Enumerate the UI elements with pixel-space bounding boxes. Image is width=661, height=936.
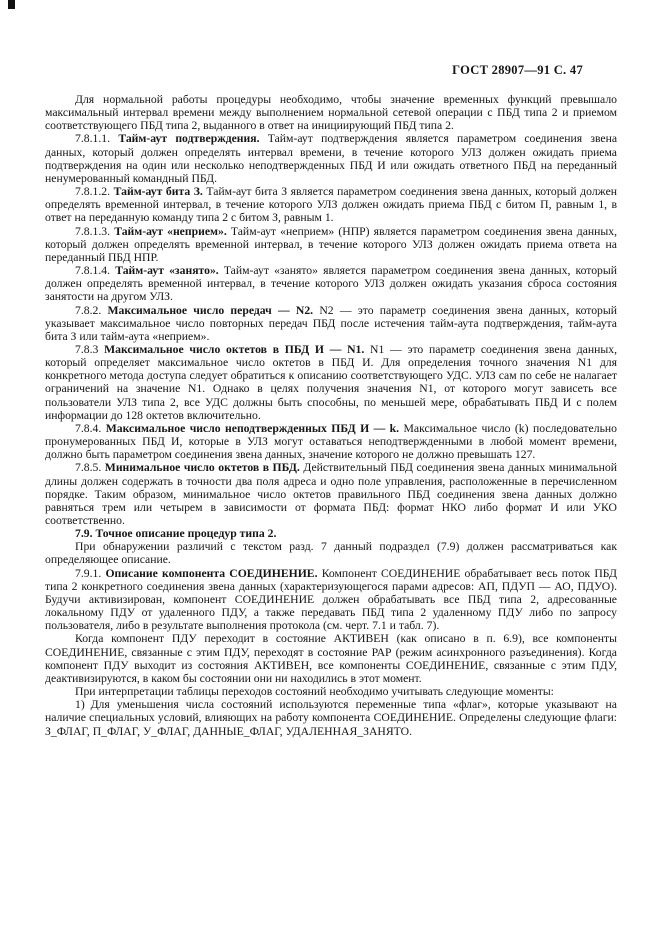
section-7-8-1-4 [45,264,617,303]
section-7-8-4 [45,422,617,461]
paragraph-run: Компонент СОЕДИНЕНИЕ обрабатывает весь поток ПБД типа 2 конкретного соединения звена данных (характеризующегося парами адресов: АП, ПДУП — АО, ПДУО). Будучи активизирован, компонент СОЕДИНЕНИЕ должен обрабатывать все ПБД типа 2, адресованные локальному ПДУ от удаленного ПДУ, а также передавать ПБД типа 2 удаленному ПДУ либо по запросу пользователя, либо в результате выполнения протокола (см. черт. 7.1 и табл. 7). [45,566,617,633]
paragraph-run-bold: Описание компонента СОЕДИНЕНИЕ. [105,566,318,580]
paragraph-run-bold: 7.9. Точное описание процедур типа 2. [75,527,277,541]
interpretation-paragraph [45,685,617,698]
paragraph-run: Тайм-аут подтверждения является параметром соединения звена данных, который должен определять интервал времени, в течение которого УЛЗ должен ожидать приема подтверждения на один или несколько неподтвержденных ПБД И или ожидать ответного ПБД на переданный ненумерованный командный ПБД. [45,132,618,185]
paragraph-run: 7.8.1.4. [75,264,116,278]
flags-list-item [45,698,617,737]
section-7-8-2 [45,304,617,343]
paragraph-run: 7.8.3 [75,342,105,356]
paragraph-run-bold: Тайм-аут подтверждения. [118,132,260,146]
paragraph-run: Действительный ПБД соединения звена данных минимальной длины должен содержать в точности два поля адреса и одно поле управления, расположенные в перечисленном порядке. Таким образом, минимальное число октетов правильного ПБД соединения звена данных должно равняться трем или четырем в зависимости от формата ПБД: формат НКО либо формат И или УКО соответственно. [45,461,617,527]
paragraph-run: Когда компонент ПДУ переходит в состояние АКТИВЕН (как описано в п. 6.9), все компоненты СОЕДИНЕНИЕ, связанные с этим ПДУ, переходят в состояние РАР (режим асинхронного разъединения). Когда компонент ПДУ выходит из состояния АКТИВЕН, все компоненты СОЕДИНЕНИЕ, связанные с этим ПДУ, деактивизируются, в каком бы состоянии они ни находились в этот момент. [45,632,617,685]
paragraph-run: Тайм-аут «занято» является параметром соединения звена данных, который должен определять временной интервал, в течение которого УЛЗ должен ожидать указания сброса состояния занятости на другом УЛЗ. [45,264,618,304]
document-body [45,93,617,738]
paragraph-run: Тайм-аут бита З является параметром соединения звена данных, который должен определять временной интервал, в течение которого УЛЗ должен ожидать приема ПБД с битом П, равным 1, в ответ на переданную команду типа 2 с битом З, равным 1. [45,185,618,225]
paragraph-run: 7.8.1.2. [75,185,114,199]
paragraph-run: 7.8.1.1. [75,132,119,146]
paragraph-run: 7.8.1.3. [75,224,115,238]
section-7-8-3 [45,343,617,422]
paragraph-run-bold: Минимальное число октетов в ПБД. [104,461,300,475]
section-7-9-1 [45,567,617,633]
paragraph-run: Максимальное число (k) последовательно пронумерованных ПБД И, которые в УЛЗ могут оставаться неподтвержденными в любой момент времени, должно быть параметром соединения звена данных, значение которого не должно превышать 127. [45,421,617,462]
section-7-9-heading [45,527,617,540]
section-7-8-1-1 [45,132,617,185]
paragraph-run: При обнаружении различий с текстом разд. 7 данный подраздел (7.9) должен рассматриваться как определяющее описание. [45,540,617,567]
paragraph-run: Тайм-аут «неприем» (НПР) является параметром соединения звена данных, который должен определять временной интервал, в течение которого УЛЗ должен ожидать приема ответа на переданный ПБД НПР. [45,224,618,264]
paragraph-run: При интерпретации таблицы переходов состояний необходимо учитывать следующие моменты: [75,685,554,699]
paragraph-run: 7.8.2. [75,303,108,317]
paragraph-run: 7.8.4. [75,421,106,435]
paragraph-run-bold: Тайм-аут «неприем». [114,224,227,238]
paragraph-run: N1 — это параметр соединения звена данных, который определяет максимальное число октетов в ПБД И. Для определения точного значения N1 для конкретного метода доступа следует обратиться к описанию соответствующего УДС. УЛЗ сам по себе не налагает ограничений на значение N1. Однако в целях получения значения N1, от которого могут зависеть все пользователи УЛЗ типа 2, все УДС должны быть способны, по меньшей мере, обрабатывать ПБД И с полем информации до 128 октетов включительно. [45,342,617,422]
scan-registration-mark [8,0,15,9]
intro-paragraph [45,93,617,132]
paragraph-run-bold: Тайм-аут «занято». [115,264,219,278]
section-7-8-1-3 [45,225,617,264]
section-7-8-1-2 [45,185,617,224]
paragraph-run-bold: Максимальное число передач — N2. [107,303,314,317]
section-7-8-5 [45,461,617,527]
paragraph-run: 7.9.1. [75,566,106,580]
paragraph-run: Для нормальной работы процедуры необходимо, чтобы значение временных функций превышало максимальный интервал времени между выполнением нормальной сетевой операции с ПБД типа 2 и приемом соответствующего ПБД типа 2, выданного в ответ на инициирующий ПБД типа 2. [45,93,617,133]
paragraph-run: N2 — это параметр соединения звена данных, который указывает максимальное число повторных передач ПБД после истечения тайм-аута подтверждения, тайм-аута бита З или тайм-аута «неприем». [45,303,618,343]
paragraph-run: 7.8.5. [75,461,105,475]
paragraph-run-bold: Тайм-аут бита З. [113,185,203,199]
pdu-active-paragraph [45,632,617,685]
paragraph-run-bold: Максимальное число неподтвержденных ПБД И — k. [105,421,400,435]
paragraph-run-bold: Максимальное число октетов в ПБД И — N1. [104,342,365,356]
page-header: ГОСТ 28907—91 С. 47 [452,63,583,77]
section-7-9-intro [45,540,617,566]
paragraph-run: 1) Для уменьшения числа состояний используются переменные типа «флаг», которые указывают на наличие специальных условий, влияющих на работу компонента СОЕДИНЕНИЕ. Определены следующие флаги: З_ФЛАГ, П_ФЛАГ, У_ФЛАГ, ДАННЫЕ_ФЛАГ, УДАЛЕННАЯ_ЗАНЯТО. [45,698,617,738]
